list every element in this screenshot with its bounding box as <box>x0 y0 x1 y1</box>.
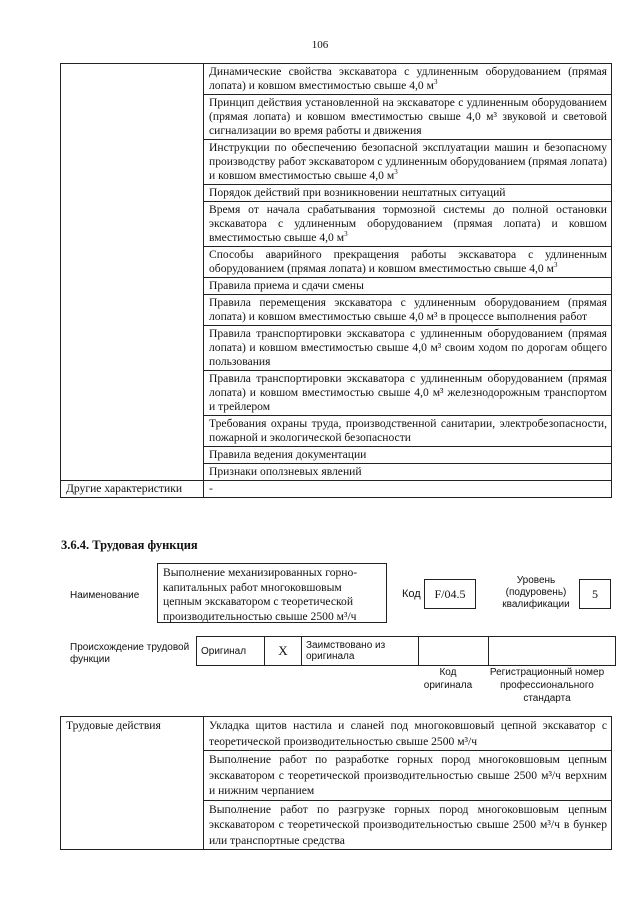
function-name-box: Выполнение механизированных горно-капитальных работ многоковшовым цепным экскаватором с теоретической производительностью свыше 2500 м³/ч <box>157 563 387 623</box>
requirement-cell <box>204 140 612 185</box>
requirement-cell <box>204 64 612 95</box>
row-label-empty <box>61 64 204 481</box>
requirement-cell <box>204 326 612 371</box>
action-cell: Выполнение работ по разработке горных пород многоковшовым цепным экскаватором с теоретической производительностью свыше 2500 м³/ч верхним и нижним черпанием <box>204 751 612 801</box>
requirement-cell <box>204 371 612 416</box>
requirement-text: - <box>209 482 213 495</box>
superscript: 3 <box>433 78 438 87</box>
section-heading: 3.6.4. Трудовая функция <box>61 538 198 552</box>
table-row <box>61 481 612 498</box>
requirement-text: Правила перемещения экскаватора с удлиненным оборудованием (прямая лопата) и ковшом вместимостью свыше 4,0 м³ в процессе выполнения работ <box>209 296 607 323</box>
requirement-cell <box>204 416 612 447</box>
superscript: 3 <box>553 261 558 270</box>
original-mark: X <box>265 637 302 666</box>
requirement-text: Правила транспортировки экскаватора с удлиненным оборудованием (прямая лопата) и ковшом вместимостью свыше 4,0 м³ своим ходом по дорогам общего пользования <box>209 327 607 368</box>
requirement-cell <box>204 464 612 481</box>
superscript: 3 <box>394 168 398 177</box>
requirement-cell <box>204 202 612 247</box>
function-code-box: F/04.5 <box>424 579 476 609</box>
name-label: Наименование <box>70 590 140 601</box>
requirement-text: Признаки оползневых явлений <box>209 465 362 478</box>
requirement-text: Правила ведения документации <box>209 448 367 461</box>
requirement-text: Правила транспортировки экскаватора с удлиненным оборудованием (прямая лопата) и ковшом вместимостью свыше 4,0 м³ железнодорожным транспортом и трейлером <box>209 372 607 413</box>
action-cell: Выполнение работ по разгрузке горных пород многоковшовым цепным экскаватором с теоретической производительностью свыше 2500 м³/ч в бункер или транспортные средства <box>204 800 612 850</box>
requirement-text: Требования охраны труда, производственной санитарии, электробезопасности, пожарной и экологической безопасности <box>209 417 607 444</box>
requirement-cell <box>204 247 612 278</box>
table-row <box>61 717 612 751</box>
requirement-cell <box>204 185 612 202</box>
code-label: Код <box>402 588 421 600</box>
origin-label: Происхождение трудовой функции <box>70 642 190 665</box>
requirement-cell <box>204 95 612 140</box>
requirement-cell <box>204 481 612 498</box>
page-number: 106 <box>311 39 329 51</box>
table-row <box>61 64 612 95</box>
requirement-text: Время от начала срабатывания тормозной системы до полной остановки экскаватора с удлиненным оборудованием (прямая лопата) и ковшом вместимостью свыше 4,0 м <box>209 203 607 244</box>
superscript: 3 <box>344 230 348 239</box>
level-label: Уровень (подуровень) квалификации <box>502 575 570 610</box>
origin-table <box>196 636 616 666</box>
requirement-text: Способы аварийного прекращения работы экскаватора с удлиненным оборудованием (прямая лопата) и ковшом вместимостью свыше 4,0 м <box>209 248 607 275</box>
level-box: 5 <box>579 579 611 609</box>
requirement-text: Динамические свойства экскаватора с удлиненным оборудованием (прямая лопата) и ковшом вместимостью свыше 4,0 м <box>209 65 607 92</box>
row-label: Другие характеристики <box>61 481 204 498</box>
requirement-cell <box>204 295 612 326</box>
actions-label: Трудовые действия <box>61 717 204 850</box>
borrowed-label: Заимствовано из оригинала <box>302 637 419 666</box>
reg-number-cell <box>489 637 616 666</box>
requirement-text: Правила приема и сдачи смены <box>209 279 364 292</box>
action-cell: Укладка щитов настила и сланей под многоковшовый цепной экскаватор с теоретической производительностью свыше 2500 м³/ч <box>204 717 612 751</box>
requirement-text: Инструкции по обеспечению безопасной эксплуатации машин и безопасному производству работ экскаватором с удлиненным оборудованием (прямая лопата) и ковшом вместимостью свыше 4,0 м <box>209 141 607 182</box>
original-label: Оригинал <box>197 637 265 666</box>
requirements-table <box>60 63 612 498</box>
requirement-cell <box>204 278 612 295</box>
requirement-text: Принцип действия установленной на экскаваторе с удлиненным оборудованием (прямая лопата) и ковшом вместимостью свыше 4,0 м³ звуковой и световой сигнализации во время работы и движения <box>209 96 607 137</box>
labor-actions-table <box>60 716 612 850</box>
requirement-cell <box>204 447 612 464</box>
requirement-text: Порядок действий при возникновении нештатных ситуаций <box>209 186 506 199</box>
code-original-caption: Код оригинала <box>423 667 473 691</box>
code-original-cell <box>419 637 489 666</box>
reg-number-caption: Регистрационный номер профессионального стандарта <box>489 667 605 704</box>
